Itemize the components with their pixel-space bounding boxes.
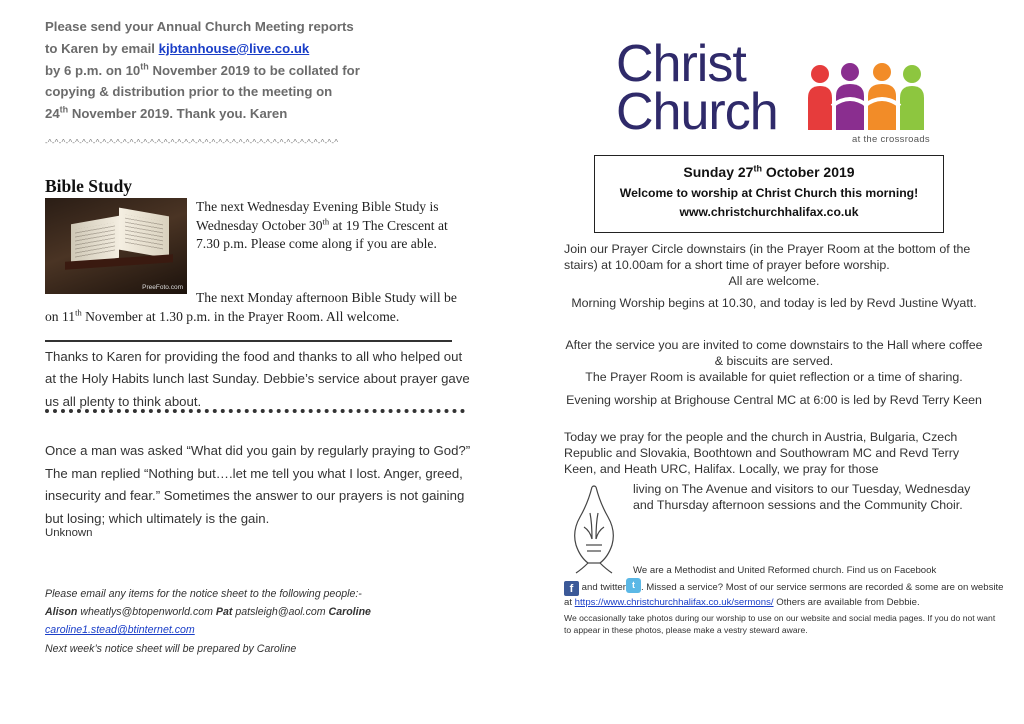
and-twitter-text: and twitter (579, 582, 626, 593)
left-page (0, 0, 500, 724)
prayer-list-continued: living on The Avenue and visitors to our Tuesday, Wednesday and Thursday afternoon sessions and the Community Choir. (633, 482, 971, 512)
contact-email-alison: wheatlys@btopenworld.com (77, 606, 216, 619)
missed-service-text: . Missed a service? Most of our service sermons are recorded & some are on website at (564, 582, 1004, 608)
church-website[interactable]: www.christchurchhalifax.co.uk (679, 205, 859, 219)
story-author: Unknown (45, 527, 93, 539)
monday-study-a: The next Monday afternoon Bible Study will be on 11 (45, 290, 457, 324)
karen-email-link[interactable]: kjbtanhouse@live.co.uk (158, 40, 310, 56)
sermons-link[interactable]: https://www.christchurchhalifax.co.uk/sermons/ (574, 597, 774, 608)
reports-date-text: by 6 p.m. on 10 (45, 62, 141, 78)
reports-date-rest: November 2019 to be collated for (148, 62, 360, 78)
notice-prepared-by: Next week’s notice sheet will be prepared by Caroline (45, 642, 297, 655)
twitter-icon[interactable]: t (626, 578, 641, 593)
logo-tagline: at the crossroads (852, 134, 930, 145)
people-figures-icon (802, 62, 930, 132)
prayer-room-notice: The Prayer Room is available for quiet reflection or a time of sharing. (585, 370, 963, 384)
meeting-date-rest: November 2019. Thank you. Karen (68, 106, 288, 122)
section-rule (45, 340, 452, 342)
bible-study-heading: Bible Study (45, 176, 133, 196)
monday-study-b: November at 1.30 p.m. in the Prayer Room. All welcome. (81, 308, 400, 324)
contact-name-caroline: Caroline (328, 606, 371, 619)
wednesday-study-text (196, 198, 471, 254)
others-available-text: Others are available from Debbie. (773, 597, 920, 608)
monday-study-text (45, 289, 465, 326)
evening-worship-notice: Evening worship at Brighouse Central MC at 6:00 is led by Revd Terry Keen (566, 393, 982, 407)
service-date-a: Sunday 27 (683, 164, 754, 180)
meeting-date-text: 24 (45, 106, 60, 122)
service-date (595, 164, 943, 180)
contacts-line (45, 603, 485, 621)
prayer-circle-text: Join our Prayer Circle downstairs (in the Prayer Room at the bottom of the stairs) at 10.00am for a short time of prayer before worship. (564, 242, 971, 272)
welcome-line: Welcome to worship at Christ Church this morning! (619, 186, 919, 200)
dotted-divider (45, 409, 465, 413)
contact-name-alison: Alison (45, 606, 78, 619)
zigzag-divider: -^-^-^-^-^-^-^-^-^-^-^-^-^-^-^-^-^-^-^-^-^-^-^-^-^-^-^-^-^-^-^-^-^-^-^-^-^-^-^-^-^-^-^ (45, 138, 339, 147)
facebook-icon[interactable]: f (564, 581, 579, 596)
meeting-date-sup: th (59, 104, 69, 115)
caroline-email-line (45, 621, 485, 639)
prayer-list-text: Today we pray for the people and the church in Austria, Bulgaria, Czech Republic and Slovakia, Boothtown and Southowram MC and Revd Terry Keen, and Heath URC, Halifax. Locally, we pray for those (564, 430, 960, 476)
photo-consent-note: We occasionally take photos during our worship to use on our website and social media pages. If you do not want to appear in these photos, please make a vestry steward aware. (564, 613, 996, 636)
service-date-b: October 2019 (761, 164, 855, 180)
logo-word-church: Church (616, 83, 778, 141)
prayer-story: Once a man was asked “What did you gain by regularly praying to God?” The man replied “Nothing but….let me tell you what I lost. Anger, greed, insecurity and fear.” Sometimes the answer to our prayers is not gaining but losing; which ultimately is the gain. (45, 443, 471, 526)
methodist-note: We are a Methodist and United Reformed church. Find us on Facebook (633, 565, 937, 576)
service-header-box (594, 155, 944, 233)
morning-worship-notice: Morning Worship begins at 10.30, and today is led by Revd Justine Wyatt. (571, 296, 977, 310)
service-date-sup: th (753, 163, 762, 174)
annual-reports-notice (45, 16, 485, 125)
reports-line-5 (45, 103, 485, 125)
christ-church-logo (616, 35, 946, 148)
right-page (520, 0, 1024, 724)
open-bible-photo (45, 198, 187, 294)
reports-line-4: copying & distribution prior to the meeting on (45, 84, 333, 100)
wednesday-study-b: at 19 The Crescent at 7.30 p.m. Please come along if you are able. (196, 217, 448, 252)
caroline-email-link[interactable]: caroline1.stead@btinternet.com (45, 624, 195, 637)
photo-watermark: PreeFoto.com (142, 284, 183, 291)
after-service-notice: After the service you are invited to come downstairs to the Hall where coffee & biscuits are served. (565, 338, 983, 368)
reports-date-sup: th (140, 61, 149, 72)
logo-word-christ: Christ (616, 35, 746, 93)
wednesday-study-sup: th (322, 216, 330, 227)
reports-line-2 (45, 38, 485, 60)
social-sermons-note (564, 578, 1004, 609)
praying-hands-icon (562, 483, 626, 575)
contact-email-pat: patsleigh@aol.com (232, 606, 329, 619)
reports-line-1: Please send your Annual Church Meeting reports (45, 19, 354, 34)
contact-name-pat: Pat (215, 606, 233, 619)
notice-sheet-contacts (45, 585, 485, 658)
reports-line-2-text: to Karen by email (45, 40, 159, 56)
notice-intro: Please email any items for the notice sheet to the following people:- (45, 588, 362, 600)
reports-line-3 (45, 60, 485, 82)
wednesday-study-a: The next Wednesday Evening Bible Study is Wednesday October 30 (196, 199, 439, 233)
monday-study-sup: th (75, 307, 82, 318)
thanks-paragraph: Thanks to Karen for providing the food and thanks to all who helped out at the Holy Habits lunch last Sunday. Debbie’s service about prayer gave us all plenty to think about. (45, 349, 470, 409)
prayer-circle-notice (564, 241, 984, 289)
all-welcome-text: All are welcome. (728, 274, 820, 288)
